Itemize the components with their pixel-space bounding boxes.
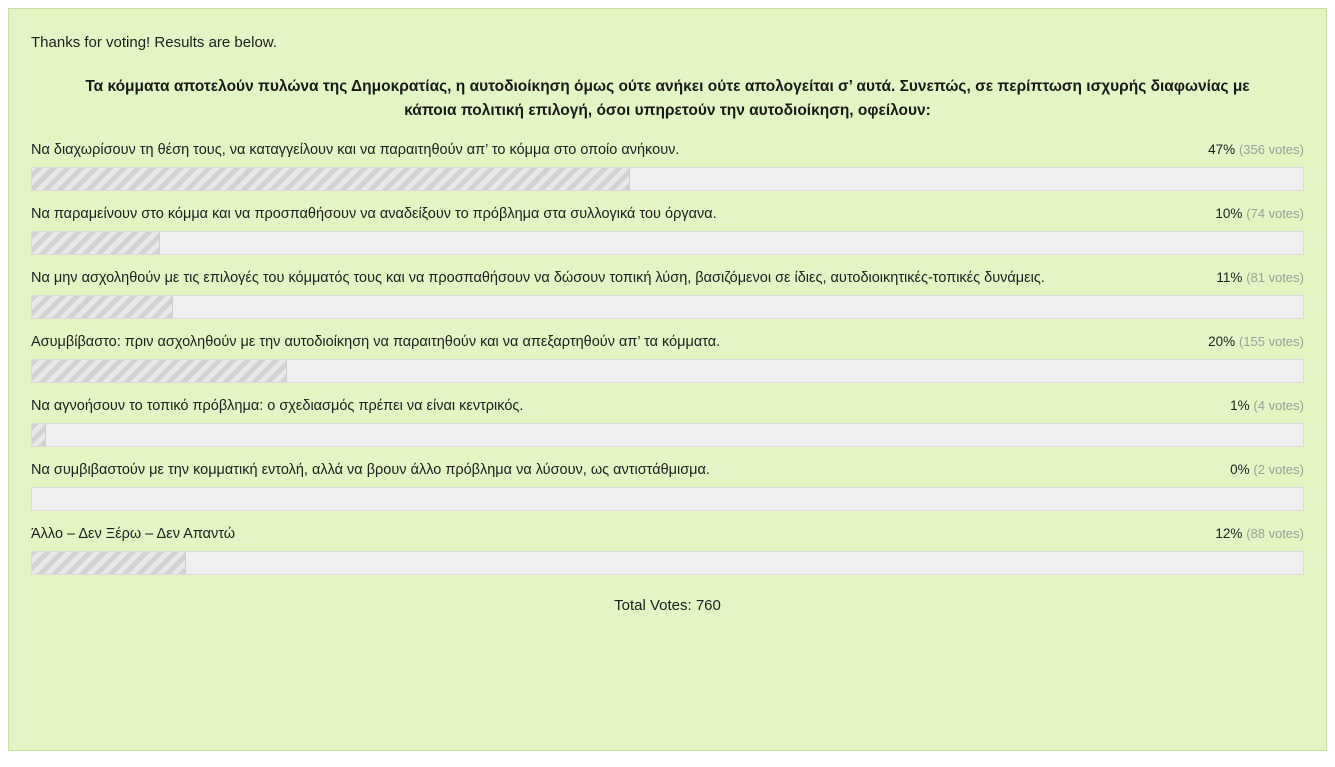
answer-vote-count: (356 votes) [1238, 141, 1304, 157]
answer-bar-fill [32, 552, 186, 574]
answer-stats [1230, 462, 1304, 477]
answer-stats [1215, 206, 1304, 221]
answer-percent: 10% [1215, 205, 1243, 221]
answer-header [31, 269, 1304, 287]
poll-answers-list [31, 141, 1304, 576]
total-votes-label: Total Votes: 760 [614, 597, 721, 615]
answer-bar-fill [32, 168, 630, 190]
answer-vote-count: (74 votes) [1246, 205, 1304, 221]
answer-bar-track [31, 295, 1304, 319]
answer-bar-track [31, 167, 1304, 191]
poll-answer [31, 333, 1304, 383]
answer-percent: 11% [1216, 269, 1243, 285]
answer-bar-fill [32, 360, 287, 382]
answer-bar-track [31, 423, 1304, 447]
answer-stats [1208, 142, 1304, 157]
answer-header [31, 461, 1304, 479]
answer-label: Να αγνοήσουν το τοπικό πρόβλημα: ο σχεδιασμός πρέπει να είναι κεντρικός. [31, 398, 524, 415]
poll-answer [31, 397, 1304, 447]
answer-bar-track [31, 359, 1304, 383]
answer-stats [1216, 270, 1304, 285]
answer-vote-count: (4 votes) [1253, 398, 1304, 414]
answer-bar-fill [32, 232, 160, 254]
poll-answer [31, 205, 1304, 255]
answer-percent: 20% [1208, 333, 1236, 349]
answer-percent: 12% [1215, 526, 1243, 542]
answer-header [31, 525, 1304, 543]
poll-answer [31, 141, 1304, 191]
poll-results-panel [8, 8, 1327, 751]
answer-header [31, 397, 1304, 415]
answer-header [31, 333, 1304, 351]
answer-vote-count: (88 votes) [1246, 526, 1304, 542]
poll-question: Τα κόμματα αποτελούν πυλώνα της Δημοκρατίας, η αυτοδιοίκηση όμως ούτε ανήκει ούτε απολογείται σ’ αυτά. Συνεπώς, σε περίπτωση ισχυρής διαφωνίας με κάποια πολιτική επιλογή, όσοι υπηρετούν την αυτοδιοίκηση, οφείλουν: [85, 77, 1250, 119]
answer-vote-count: (81 votes) [1246, 269, 1304, 285]
thanks-message: Thanks for voting! Results are below. [31, 34, 277, 51]
answer-stats [1215, 526, 1304, 541]
answer-bar-fill [32, 424, 46, 446]
answer-label: Άλλο – Δεν Ξέρω – Δεν Απαντώ [31, 526, 236, 543]
answer-bar-fill [32, 296, 173, 318]
answer-label: Να διαχωρίσουν τη θέση τους, να καταγγείλουν και να παραιτηθούν απ’ το κόμμα στο οποίο ανήκουν. [31, 141, 680, 158]
answer-label: Να μην ασχοληθούν με τις επιλογές του κόμματός τους και να προσπαθήσουν να δώσουν τοπική λύση, βασιζόμενοι σε ίδιες, αυτοδιοικητικές-τοπικές δυνάμεις. [31, 269, 1045, 286]
answer-bar-track [31, 551, 1304, 575]
answer-label: Να συμβιβαστούν με την κομματική εντολή, αλλά να βρουν άλλο πρόβλημα να λύσουν, ως αντιστάθμισμα. [31, 462, 710, 479]
poll-answer [31, 269, 1304, 319]
answer-header [31, 205, 1304, 223]
answer-percent: 47% [1208, 141, 1236, 157]
answer-stats [1230, 398, 1304, 413]
answer-vote-count: (2 votes) [1253, 462, 1304, 478]
poll-answer [31, 461, 1304, 511]
answer-bar-track [31, 487, 1304, 511]
answer-percent: 0% [1230, 462, 1250, 478]
poll-answer [31, 525, 1304, 575]
answer-percent: 1% [1230, 398, 1250, 414]
answer-stats [1208, 334, 1304, 349]
answer-bar-track [31, 231, 1304, 255]
answer-label: Να παραμείνουν στο κόμμα και να προσπαθήσουν να αναδείξουν το πρόβλημα στα συλλογικά του όργανα. [31, 205, 717, 222]
answer-vote-count: (155 votes) [1238, 333, 1304, 349]
answer-label: Ασυμβίβαστο: πριν ασχοληθούν με την αυτοδιοίκηση να παραιτηθούν και να απεξαρτηθούν απ’ τα κόμματα. [31, 333, 721, 350]
answer-header [31, 141, 1304, 159]
